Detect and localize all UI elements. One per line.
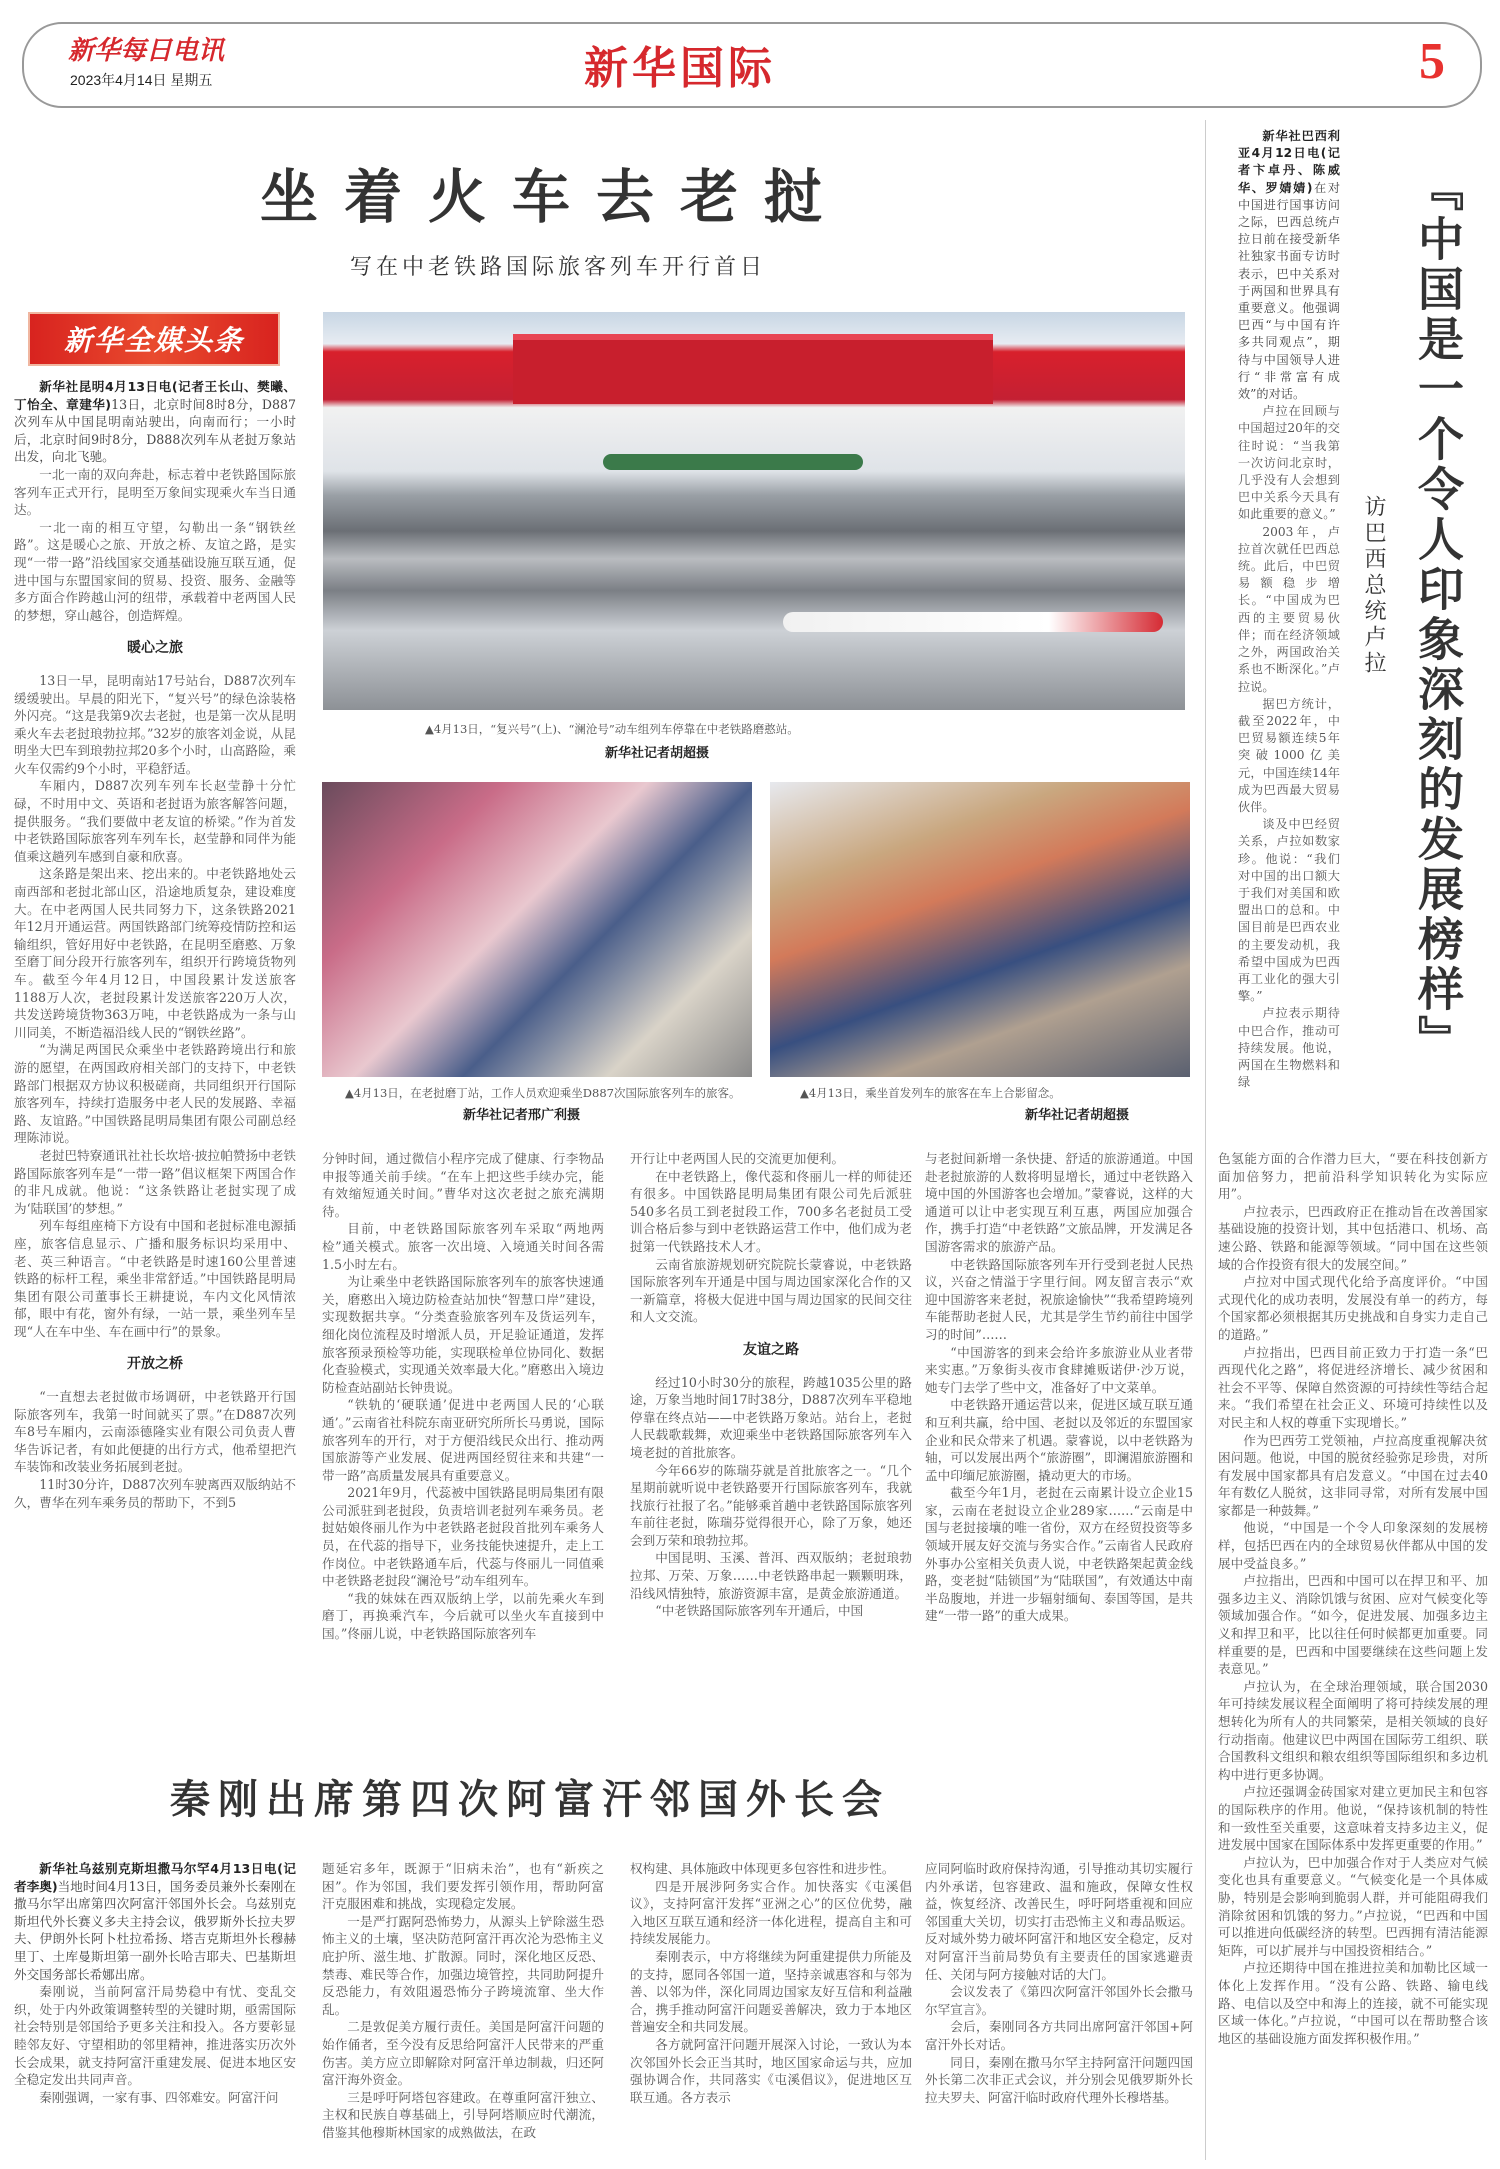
main-story-column-2: 分钟时间，通过微信小程序完成了健康、行李物品申报等通关前手续。“在车上把这些手续办完，能有效缩短通关时间。”曹华对这次老挝之旅充满期待。 目前，中老铁路国际旅客列车采取“两地两检”通关模式。旅客一次出境、入境通关时间各需1.5小时左右。 为让乘坐中老铁路国际旅客列车的旅客快速通关，磨憨出入境边防检查站加快“智慧口岸”建设，实现数据共享。“分类查验旅客列车及货运列车，细化岗位流程及时增派人员，开足验证通道，发挥旅客预录预检等功能，实现联检单位协同化、数据化查验模式，实现通关效率最大化。”磨憨出入境边防检查站副站长钟贵说。 “铁轨的‘硬联通’促进中老两国人民的‘心联通’。”云南省社科院东南亚研究所所长马勇说，国际旅客列车的开行，对于方便沿线民众出行、推动两国旅游等产业发展、促进两国经贸往来和共建“一带一路”高质量发展具有重要意义。 2021年9月，代蕊被中国铁路昆明局集团有限公司派驻到老挝段，负责培训老挝列车乘务员。老挝姑娘佟丽儿作为中老铁路老挝段首批列车乘务人员，在代蕊的指导下，业务技能快速提升，走上工作岗位。中老铁路通车后，代蕊与佟丽儿一同值乘中老铁路老挝段“澜沧号”动车组列车。 “我的妹妹在西双版纳上学，以前先乘火车到磨丁，再换乘汽车，今后就可以坐火车直接到中国。”佟丽儿说，中老铁路国际旅客列车: [322, 1151, 604, 1642]
photo1-credit: 新华社记者胡超摄: [605, 746, 710, 761]
photo-passengers-group[interactable]: [770, 782, 1190, 1077]
photo3-credit: 新华社记者胡超摄: [1025, 1108, 1130, 1123]
section-heading-friendship-road: 友谊之路: [743, 1341, 799, 1358]
paper-name: 新华每日电讯: [68, 36, 225, 66]
photo-welcome-dancers[interactable]: [322, 782, 752, 1077]
issue-date: 2023年4月14日 星期五: [70, 72, 213, 88]
photo2-credit: 新华社记者邢广利摄: [463, 1108, 581, 1123]
column-divider: [1205, 120, 1206, 2160]
brazil-dateline: 新华社巴西利亚4月12日电(记者卞卓丹、陈威华、罗婧婧): [1238, 129, 1340, 195]
main-headline[interactable]: 坐着火车去老挝: [260, 163, 849, 231]
section-heading-warm-journey: 暖心之旅: [127, 640, 183, 657]
photo1-caption: ▲4月13日，“复兴号”(上)、“澜沧号”动车组列车停靠在中老铁路磨憨站。: [425, 722, 799, 736]
afghan-column-1: 新华社乌兹别克斯坦撒马尔罕4月13日电(记者李奥)当地时间4月13日，国务委员兼外长秦刚在撒马尔罕出席第四次阿富汗邻国外长会。乌兹别克斯坦代外长赛义多夫主持会议，俄罗斯外长拉夫罗夫、伊朗外长阿卜杜拉希扬、塔吉克斯坦外长穆赫里丁、土库曼斯坦第一副外长哈吉耶夫、巴基斯坦外交国务部长希娜出席。 秦刚说，当前阿富汗局势稳中有忧、变乱交织，处于内外政策调整转型的关键时期，亟需国际社会特别是邻国给予更多关注和投入。各方要彰显睦邻友好、守望相助的邻里精神，推进落实历次外长会成果，就支持阿富汗重建发展、促进本地区安全稳定发出共同声音。 秦刚强调，一家有事、四邻难安。阿富汗问: [14, 1861, 296, 2105]
train-red: [783, 612, 1163, 632]
brazil-subtitle: 访巴西总统卢拉: [1361, 495, 1386, 677]
photo3-caption: ▲4月13日，乘坐首发列车的旅客在车上合影留念。: [800, 1086, 1061, 1100]
masthead: [22, 22, 1482, 108]
xinhua-media-badge: 新华全媒头条: [28, 312, 280, 366]
afghan-column-2: 题延宕多年，既源于“旧病未治”，也有“新疾之困”。作为邻国，我们要发挥引领作用，帮助阿富汗克服困难和挑战，实现稳定发展。 一是严打踞阿恐怖势力，从源头上铲除滋生恐怖主义的土壤，坚决防范阿富汗再次沦为恐怖主义庇护所、滋生地、扩散源。同时，深化地区反恐、禁毒、难民等合作，加强边境管控，共同助阿提升反恐能力，有效阻遏恐怖分子跨境流窜、坐大作乱。 二是敦促美方履行责任。美国是阿富汗问题的始作俑者，至今没有反思给阿富汗人民带来的严重伤害。美方应立即解除对阿富汗单边制裁，归还阿富汗海外资金。 三是呼吁阿塔包容建政。在尊重阿富汗独立、主权和民族自尊基础上，引导阿塔顺应时代潮流，借鉴其他穆斯林国家的成熟做法，在政: [322, 1861, 604, 2140]
main-story-column-3: 开行让中老两国人民的交流更加便利。 在中老铁路上，像代蕊和佟丽儿一样的师徒还有很多。中国铁路昆明局集团有限公司先后派驻540多名员工到老挝段工作，700多名老挝员工受训合格后参与到中老铁路运营工作中，他们成为老挝第一代铁路技术人才。 云南省旅游规划研究院院长蒙睿说，中老铁路国际旅客列车开通是中国与周边国家深化合作的又一新篇章，将极大促进中国与周边国家的民间交往和人文交流。 友谊之路 经过10小时30分的旅程，跨越1035公里的路途，万象当地时间17时38分，D887次列车平稳地停靠在终点站——中老铁路万象站。站台上，老挝人民载歌载舞，欢迎乘坐中老铁路国际旅客列车入境老挝的首批旅客。 今年66岁的陈瑞芬就是首批旅客之一。“几个星期前就听说中老铁路要开行国际旅客列车，我就找旅行社报了名。”能够乘首趟中老铁路国际旅客列车前往老挝，陈瑞芬觉得很开心，除了万象，她还会到万荣和琅勃拉邦。 中国昆明、玉溪、普洱、西双版纳；老挝琅勃拉邦、万荣、万象……中老铁路串起一颗颗明珠，沿线风情独特，旅游资源丰富，是黄金旅游通道。 “中老铁路国际旅客列车开通后，中国: [630, 1151, 912, 1619]
afghan-column-3: 权构建、具体施政中体现更多包容性和进步性。 四是开展涉阿务实合作。加快落实《屯溪倡议》，支持阿富汗发挥“亚洲之心”的区位优势，融入地区互联互通和经济一体化进程，提高自主和可持续发展能力。 秦刚表示，中方将继续为阿重建提供力所能及的支持，愿同各邻国一道，坚持亲诚惠容和与邻为善、以邻为伴，深化同周边国家友好互信和利益融合，携手推动阿富汗问题妥善解决，致力于本地区普遍安全和共同发展。 各方就阿富汗问题开展深入讨论，一致认为本次邻国外长会正当其时，地区国家命运与共，应加强协调合作，共同落实《屯溪倡议》，促进地区互联互通。各方表示: [630, 1861, 912, 2105]
brazil-story-narrow-column: 新华社巴西利亚4月12日电(记者卞卓丹、陈威华、罗婧婧)在对中国进行国事访问之际，巴西总统卢拉日前在接受新华社独家书面专访时表示，巴中关系对于两国和世界具有重要意义。他强调巴西“与中国有许多共同观点”，期待与中国领导人进行“非常富有成效”的对话。 卢拉在回顾与中国超过20年的交往时说：“当我第一次访问北京时，几乎没有人会想到巴中关系今天具有如此重要的意义。” 2003年，卢拉首次就任巴西总统。此后，中巴贸易额稳步增长。“中国成为巴西的主要贸易伙伴；而在经济领域之外，两国政治关系也不断深化。”卢拉说。 据巴方统计，截至2022年，中巴贸易额连续5年突破1000亿美元，中国连续14年成为巴西最大贸易伙伴。 谈及中巴经贸关系，卢拉如数家珍。他说：“我们对中国的出口额大于我们对美国和欧盟出口的总和。中国目前是巴西农业的主要发动机，我希望中国成为巴西再工业化的强大引擎。” 卢拉表示期待中巴合作，推动可持续发展。他说，两国在生物燃料和绿: [1238, 129, 1341, 1090]
afghan-column-4: 应同阿临时政府保持沟通，引导推动其切实履行内外承诺，包容建政、温和施政，保障女性权益，恢复经济、改善民生，呼吁阿塔重视和回应邻国重大关切，切实打击恐怖主义和毒品贩运。反对域外势力破坏阿富汗和地区安全稳定，反对对阿富汗当前局势负有主要责任的国家逃避责任、关闭与阿方接触对话的大门。 会议发表了《第四次阿富汗邻国外长会撒马尔罕宣言》。 会后，秦刚同各方共同出席阿富汗邻国+阿富汗外长对话。 同日，秦刚在撒马尔罕主持阿富汗问题四国外长第二次非正式会议，并分别会见俄罗斯外长拉夫罗夫、阿富汗临时政府代理外长穆塔基。: [925, 1861, 1193, 2105]
train-green: [603, 454, 863, 470]
main-story-column-1: 新华社昆明4月13日电(记者王长山、樊曦、丁怡全、章建华)13日，北京时间8时8分，D887次列车从中国昆明南站驶出，向南而行；一小时后，北京时间9时8分，D888次列车从老挝万象站出发，向北飞驰。 一北一南的双向奔赴，标志着中老铁路国际旅客列车正式开行，昆明至万象间实现乘火车当日通达。 一北一南的相互守望，勾勒出一条“钢铁丝路”。这是暖心之旅、开放之桥、友谊之路，是实现“一带一路”沿线国家交通基础设施互联互通，促进中国与东盟国家间的贸易、投资、服务、金融等多方面合作跨越山河的纽带，承载着中老两国人民的梦想，穿山越谷，创造辉煌。 暖心之旅 13日一早，昆明南站17号站台，D887次列车缓缓驶出。早晨的阳光下，“复兴号”的绿色涂装格外闪亮。“这是我第9次去老挝，也是第一次从昆明乘火车去老挝琅勃拉邦。”32岁的旅客刘金说，从昆明坐大巴车到琅勃拉邦20多个小时，山高路险，乘火车仅需约9个小时，平稳舒适。 车厢内，D887次列车列车长赵莹静十分忙碌，不时用中文、英语和老挝语为旅客解答问题，提供服务。“我们要做中老友谊的桥梁。”作为首发中老铁路国际旅客列车列车长，赵莹静和同伴为能值乘这趟列车感到自豪和欣喜。 这条路是架出来、挖出来的。中老铁路地处云南西部和老挝北部山区，沿途地质复杂，建设难度大。在中老两国人民共同努力下，这条铁路2021年12月开通运营。两国铁路部门统筹疫情防控和运输组织，管好用好中老铁路，在昆明至磨憨、万象至磨丁间分段开行旅客列车，组织开行跨境货物列车。截至今年4月12日，中国段累计发送旅客1188万人次，老挝段累计发送旅客220万人次，共发送跨境货物363万吨，中老铁路成为一条与山川同美，不断造福沿线人民的“钢铁丝路”。 “为满足两国民众乘坐中老铁路跨境出行和旅游的愿望，在两国政府相关部门的支持下，中老铁路部门根据双方协议积极磋商，共同组织开行国际旅客列车，持续打造服务中老人民的发展路、幸福路、友谊路。”中国铁路昆明局集团有限公司副总经理陈沛说。 老挝巴特寮通讯社社长坎培·披拉帕赞扬中老铁路国际旅客列车是“一带一路”倡议框架下两国合作的非凡成就。他说：“这条铁路让老挝实现了成为‘陆联国’的梦想。” 列车每组座椅下方设有中国和老挝标准电源插座，旅客信息显示、广播和服务标识均采用中、老、英三种语言。“中老铁路是时速160公里普速铁路的标杆工程，乘坐非常舒适。”中国铁路昆明局集团有限公司董事长王耕捷说，车内文化风情浓郁，眼中有花，窗外有绿，一站一景，乘坐列车呈现“人在车中坐、车在画中行”的景象。 开放之桥 “一直想去老挝做市场调研，中老铁路开行国际旅客列车，我第一时间就买了票。”在D887次列车8号车厢内，云南添德隆实业有限公司负责人曹华告诉记者，有如此便捷的出行方式，他希望把汽车装饰和改装业务拓展到老挝。 11时30分许，D887次列车驶离西双版纳站不久，曹华在列车乘务员的帮助下，不到5: [14, 379, 296, 1510]
afghan-headline[interactable]: 秦刚出席第四次阿富汗邻国外长会: [170, 1776, 890, 1823]
brazil-story-wide-column: 色氢能方面的合作潜力巨大，“要在科技创新方面加倍努力，把前沿科学知识转化为实际应用”。 卢拉表示，巴西政府正在推动旨在改善国家基础设施的投资计划，其中包括港口、机场、高速公路、铁路和能源等领域。“同中国在这些领域的合作投资有很大的发展空间。” 卢拉对中国式现代化给予高度评价。“中国式现代化的成功表明，发展没有单一的药方，每个国家都必须根据其历史挑战和自身实力走自己的道路。” 卢拉指出，巴西目前正致力于打造一条“巴西现代化之路”，将促进经济增长、减少贫困和社会不平等、保障自然资源的可持续性等结合起来。“我们希望在社会正义、环境可持续性以及对民主和人权的尊重下实现增长。” 作为巴西劳工党领袖，卢拉高度重视解决贫困问题。他说，中国的脱贫经验弥足珍贵，对所有发展中国家都具有启发意义。“中国在过去40年有数亿人脱贫，这非同寻常，对所有发展中国家都是一种鼓舞。” 他说，“中国是一个令人印象深刻的发展榜样，包括巴西在内的全球贸易伙伴都从中国的发展中受益良多。” 卢拉指出，巴西和中国可以在捍卫和平、加强多边主义、消除饥饿与贫困、应对气候变化等领域加强合作。“如今，促进发展、加强多边主义和捍卫和平，比以往任何时候都更加重要。同样重要的是，巴西和中国要继续在这些问题上发表意见。” 卢拉认为，在全球治理领域，联合国2030年可持续发展议程全面阐明了将可持续发展的理想转化为所有人的共同繁荣，是相关领域的良好行动指南。他建议巴中两国在国际劳工组织、联合国教科文组织和粮农组织等国际组织和多边机构中进行更多协调。 卢拉还强调金砖国家对建立更加民主和包容的国际秩序的作用。他说，“保持该机制的特性和一致性至关重要，这意味着支持多边主义，促进发展中国家在国际体系中发挥更重要的作用。” 卢拉认为，巴中加强合作对于人类应对气候变化也具有重要意义。“气候变化是一个具体威胁，特别是会影响到脆弱人群，并可能阻碍我们消除贫困和饥饿的努力。”卢拉说，“巴西和中国可以推进向低碳经济的转型。巴西拥有清洁能源矩阵，可以扩展并与中国投资相结合。” 卢拉还期待中国在推进拉美和加勒比区域一体化上发挥作用。“没有公路、铁路、输电线路、电信以及空中和海上的连接，就不可能实现区域一体化。”卢拉说，“中国可以在帮助整合该地区的基础设施方面发挥积极作用。”: [1218, 1151, 1488, 2046]
afghan-dateline: 新华社乌兹别克斯坦撒马尔罕4月13日电(记者李奥): [14, 1861, 296, 1894]
main-subhead: 写在中老铁路国际旅客列车开行首日: [350, 255, 767, 280]
section-title: 新华国际: [584, 43, 776, 94]
brazil-headline[interactable]: 『中国是一个令人印象深刻的发展榜样』: [1411, 165, 1465, 1065]
photo2-caption: ▲4月13日，在老挝磨丁站，工作人员欢迎乘坐D887次国际旅客列车的旅客。: [345, 1086, 741, 1100]
page-number: 5: [1419, 33, 1445, 90]
photo-train-station[interactable]: [323, 312, 1185, 710]
station-roof: [513, 334, 993, 404]
section-heading-open-bridge: 开放之桥: [127, 1356, 183, 1373]
main-story-column-4: 与老挝间新增一条快捷、舒适的旅游通道。中国赴老挝旅游的人数将明显增长，通过中老铁路入境中国的外国游客也会增加。”蒙睿说，这样的大通道可以让中老实现互利互惠，两国应加强合作，携手打造“中老铁路”文旅品牌，开发满足各国游客需求的旅游产品。 中老铁路国际旅客列车开行受到老挝人民热议，兴奋之情溢于字里行间。网友留言表示“欢迎中国游客来老挝，祝旅途愉快”“我希望跨境列车能帮助老挝人民，尤其是学生节约前往中国学习的时间”…… “中国游客的到来会给许多旅游业从业者带来实惠。”万象街头夜市食肆摊贩诺伊·沙万说，她专门去学了些中文，准备好了中文菜单。 中老铁路开通运营以来，促进区域互联互通和互利共赢，给中国、老挝以及邻近的东盟国家企业和民众带来了机遇。蒙睿说，以中老铁路为轴，可以发展出两个“旅游圈”，即澜湄旅游圈和孟中印缅尼旅游圈，撬动更大的市场。 截至今年1月，老挝在云南累计设立企业15家，云南在老挝设立企业289家……“云南是中国与老挝接壤的唯一省份，双方在经贸投资等多领域开展友好交流与务实合作。”云南省人民政府外事办公室相关负责人说，中老铁路架起黄金线路，变老挝“陆锁国”为“陆联国”，有效通达中南半岛腹地，并进一步辐射缅甸、泰国等国，是共建“一带一路”的重大成果。: [925, 1151, 1193, 1624]
main-dateline: 新华社昆明4月13日电(记者王长山、樊曦、丁怡全、章建华): [14, 379, 296, 412]
